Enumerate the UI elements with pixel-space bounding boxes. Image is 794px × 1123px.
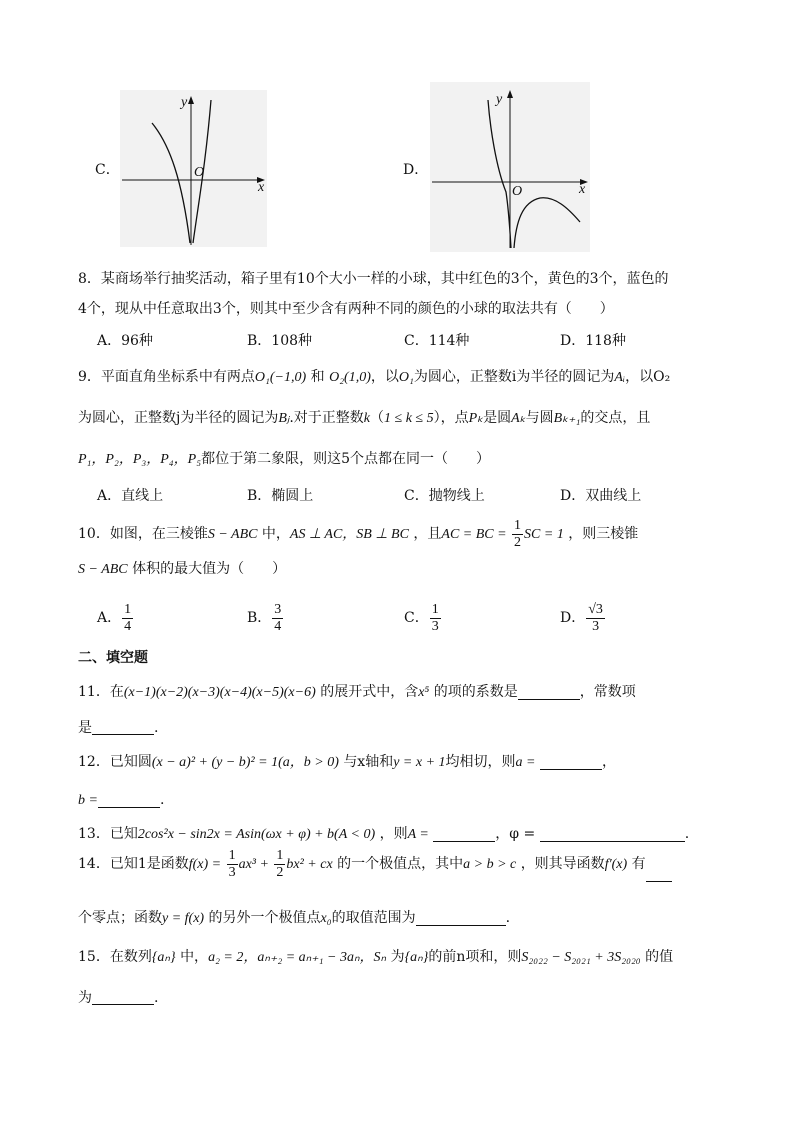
q13-stem-line1 <box>78 827 689 842</box>
graph-c-y-label: y <box>181 95 188 110</box>
q9-text: 的交点，且 <box>580 410 651 426</box>
q15-text: 的前n项和，则 <box>428 949 522 965</box>
q13-answer-blank-a[interactable] <box>433 827 495 842</box>
q11-expression: (x−1)(x−2)(x−3)(x−4)(x−5)(x−6) <box>123 685 316 700</box>
q13-text: . <box>684 826 690 842</box>
graph-d-y-label: y <box>496 92 503 107</box>
frac-num: 1 <box>228 847 236 863</box>
q9-option-b: B．椭圆上 <box>247 488 314 504</box>
q8-stem-line2: 4个，现从中任意取出3个，则其中至少含有两种不同的颜色的小球的取法共有（ ） <box>78 301 614 317</box>
q14-text: 的取值范围为 <box>331 910 416 926</box>
q12-a: a = <box>515 755 536 770</box>
q14-stem-line2 <box>78 911 510 926</box>
q15-condition: a₂ = 2，aₙ₊₂ = aₙ₊₁ − 3aₙ，Sₙ <box>208 950 387 965</box>
q11-text: ，常数项 <box>579 684 636 700</box>
q10-condition: AS ⊥ AC，SB ⊥ BC <box>289 527 409 542</box>
graph-d-origin-label: O <box>512 184 523 199</box>
q15-answer-blank[interactable] <box>92 990 154 1005</box>
q11-stem-line2 <box>78 720 158 735</box>
q12-text: . <box>159 792 165 808</box>
q15-text: 的值 <box>645 949 674 965</box>
q10-opt-letter: D． <box>560 610 586 626</box>
graph-d <box>430 82 590 252</box>
graph-c <box>120 90 267 247</box>
q10-option-c <box>404 598 442 638</box>
q9-text: 9．平面直角坐标系中有两点 <box>78 369 255 385</box>
q10-opt-c-frac <box>430 603 441 634</box>
q9-text: 都位于第二象限，则这5个点都在同一（ ） <box>201 451 491 467</box>
frac-den: 3 <box>431 618 439 634</box>
q9-ai: Aᵢ <box>614 370 626 385</box>
q9-text: ），点 <box>433 410 469 426</box>
q11-text: 是 <box>78 720 92 736</box>
graph-c-x-label: x <box>258 180 265 195</box>
q13-text: ，φ = <box>495 826 536 842</box>
q13-expression: 2cos²x − sin2x = Asin(ωx + φ) + b(A < 0) <box>137 827 376 842</box>
q14-frac-1-3 <box>227 849 238 880</box>
q9-points: P₁，P₂，P₃，P₄，P₅ <box>78 452 202 467</box>
q14-stem-line1 <box>78 847 672 882</box>
q10-text: ，且 <box>413 526 442 542</box>
q11-x5: x⁵ <box>418 685 430 700</box>
q10-text: 体积的最大值为（ ） <box>132 561 287 577</box>
q8-stem-line1: 8．某商场举行抽奖活动，箱子里有10个大小一样的小球，其中红色的3个，黄色的3个，蓝色的 <box>78 271 669 287</box>
q14-text: . <box>505 910 511 926</box>
frac-num: 1 <box>431 601 439 617</box>
frac-den: 4 <box>274 618 282 634</box>
q8-option-a: A．96种 <box>97 333 153 349</box>
q11-text: 的项的系数是 <box>433 684 518 700</box>
q10-eq: SC = 1 <box>524 527 564 542</box>
q9-o1: O₁ <box>398 370 414 385</box>
q9-pk: Pₖ <box>468 411 484 426</box>
q9-stem-line2 <box>78 411 650 426</box>
q9-option-c: C．抛物线上 <box>404 488 485 504</box>
frac-den: 2 <box>276 864 284 880</box>
q9-stem-line3 <box>78 452 490 467</box>
q9-text: 和 <box>310 369 325 385</box>
q10-opt-d-frac <box>586 603 605 634</box>
q12-b: b = <box>78 793 98 808</box>
q11-answer-blank-2[interactable] <box>92 720 154 735</box>
frac-num: 3 <box>274 601 282 617</box>
q9-k: k <box>363 411 371 426</box>
q12-text: 均相切，则 <box>445 754 516 770</box>
q10-half-den: 2 <box>514 534 522 550</box>
q14-x0: x₀ <box>320 911 332 926</box>
q10-opt-letter: C． <box>404 610 429 626</box>
q14-condition: a > b > c <box>463 857 517 872</box>
q10-opt-letter: B． <box>247 610 272 626</box>
q15-text: 15．在数列 <box>78 949 152 965</box>
q10-opt-a-frac <box>122 603 133 634</box>
q9-text: 是圆 <box>483 410 512 426</box>
q9-k-range: 1 ≤ k ≤ 5 <box>384 411 434 426</box>
q11-text: . <box>154 720 159 736</box>
q10-stem-line1 <box>78 517 638 552</box>
q9-bj: Bⱼ <box>278 411 290 426</box>
q13-text: 13．已知 <box>78 826 138 842</box>
frac-den: 3 <box>592 618 600 634</box>
q14-term: ax³ + <box>238 857 269 872</box>
q12-answer-blank-b[interactable] <box>98 793 160 808</box>
q12-line: y = x + 1 <box>393 755 446 770</box>
q14-text: 有 <box>631 856 646 872</box>
q15-text: 为 <box>78 990 92 1006</box>
q9-point-o1: O₁(−1,0) <box>254 370 307 385</box>
q9-text: 为圆心，正整数j为半径的圆记为 <box>78 410 279 426</box>
q14-answer-blank-1[interactable] <box>646 867 672 882</box>
frac-num: √3 <box>588 601 603 617</box>
q10-half-num: 1 <box>514 517 522 533</box>
frac-den: 4 <box>124 618 132 634</box>
q8-option-d: D．118种 <box>560 333 626 349</box>
q13-answer-blank-phi[interactable] <box>540 827 685 842</box>
q14-term: bx² + cx <box>286 857 333 872</box>
q14-text: 的一个极值点，其中 <box>337 856 464 872</box>
q13-a: A = <box>407 827 429 842</box>
q14-answer-blank-2[interactable] <box>416 911 506 926</box>
graph-d-option-label: D． <box>403 162 429 178</box>
q9-text: （ <box>370 410 385 426</box>
q14-text: 的另外一个极值点 <box>208 910 321 926</box>
q9-text: 与圆 <box>525 410 554 426</box>
q9-stem-line1 <box>78 370 670 385</box>
q9-option-a: A．直线上 <box>97 488 164 504</box>
q10-opt-b-frac <box>272 603 283 634</box>
graph-d-plot <box>430 82 590 252</box>
graph-c-option-label: C． <box>95 162 120 178</box>
q9-bk1: Bₖ₊₁ <box>553 411 581 426</box>
q10-option-b <box>247 598 284 638</box>
q14-frac-1-2 <box>274 849 285 880</box>
q8-option-c: C．114种 <box>404 333 470 349</box>
q9-ak: Aₖ <box>511 411 526 426</box>
q10-half-fraction <box>512 519 523 550</box>
q14-text: ，则其导函数 <box>520 856 605 872</box>
frac-num: 1 <box>276 847 284 863</box>
q14-text: 14．已知1是函数 <box>78 856 189 872</box>
q14-yfx: y = f(x) <box>162 911 205 926</box>
q10-sabc: S − ABC <box>207 527 258 542</box>
graph-d-x-label: x <box>579 182 586 197</box>
q12-text: 与x轴和 <box>343 754 394 770</box>
q15-stem-line2 <box>78 990 158 1005</box>
q15-text: . <box>154 990 159 1006</box>
q10-option-d <box>560 598 606 638</box>
q12-expression: (x − a)² + (y − b)² = 1(a，b > 0) <box>151 755 339 770</box>
q15-sequence: {aₙ} <box>151 950 176 965</box>
q14-fx: f(x) = <box>188 857 222 872</box>
q15-sequence: {aₙ} <box>404 950 429 965</box>
q15-text: 中， <box>180 949 209 965</box>
graph-c-origin-label: O <box>194 165 205 180</box>
q9-text: ，以O₂ <box>625 369 671 385</box>
q12-stem-line2 <box>78 793 164 808</box>
q9-text: 为圆心，正整数i为半径的圆记为 <box>413 369 615 385</box>
q9-text: .对于正整数 <box>289 410 364 426</box>
q15-text: 为 <box>390 949 405 965</box>
q11-answer-blank-1[interactable] <box>518 685 580 700</box>
q12-stem-line1 <box>78 755 616 770</box>
q10-sabc: S − ABC <box>78 562 128 577</box>
frac-num: 1 <box>124 601 132 617</box>
q14-derivative: f′(x) <box>604 857 628 872</box>
q11-text: 的展开式中，含 <box>320 684 419 700</box>
q10-text: 中， <box>261 526 290 542</box>
q15-stem-line1 <box>78 950 673 965</box>
q14-text: 个零点；函数 <box>78 910 162 926</box>
q12-text: ， <box>601 754 616 770</box>
frac-den: 3 <box>228 864 236 880</box>
q9-point-o2: O₂(1,0) <box>329 370 371 385</box>
q9-option-d: D．双曲线上 <box>560 488 642 504</box>
q13-text: ，则 <box>379 826 408 842</box>
q10-option-a <box>97 598 134 638</box>
q10-eq: AC = BC = <box>441 527 507 542</box>
q11-stem-line1 <box>78 685 636 700</box>
q12-answer-blank-a[interactable] <box>540 755 602 770</box>
q9-text: ，以 <box>370 369 399 385</box>
q12-text: 12．已知圆 <box>78 754 152 770</box>
q8-option-b: B．108种 <box>247 333 313 349</box>
q10-stem-line2 <box>78 562 286 577</box>
q11-text: 11．在 <box>78 684 124 700</box>
q10-text: 10．如图，在三棱锥 <box>78 526 208 542</box>
section-heading-fill-in: 二、填空题 <box>78 650 148 666</box>
q10-opt-letter: A． <box>97 610 122 626</box>
q10-text: ，则三棱锥 <box>568 526 639 542</box>
q15-expression: S₂₀₂₂ − S₂₀₂₁ + 3S₂₀₂₀ <box>521 950 641 965</box>
